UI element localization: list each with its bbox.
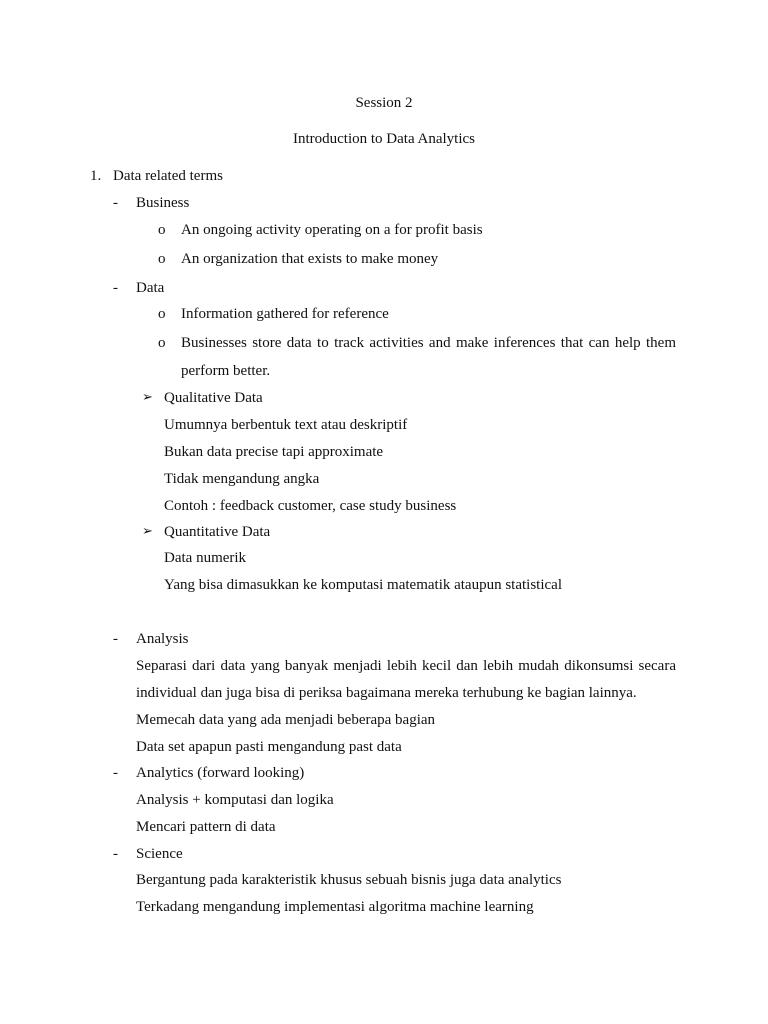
term-data: Data (136, 280, 165, 296)
subterm-quantitative: Quantitative Data (164, 524, 271, 540)
section-heading: Data related terms (113, 168, 223, 184)
list-item-continuation: perform better. (181, 363, 271, 379)
text-line: Terkadang mengandung implementasi algoritma machine learning (136, 899, 534, 915)
document-title: Session 2 (355, 95, 413, 111)
text-line: Mencari pattern di data (136, 819, 276, 835)
text-line: Analysis + komputasi dan logika (136, 792, 334, 808)
dash-bullet: - (113, 631, 118, 647)
dash-bullet: - (113, 195, 118, 211)
subterm-qualitative: Qualitative Data (164, 390, 263, 406)
dash-bullet: - (113, 280, 118, 296)
term-science: Science (136, 846, 183, 862)
section-number: 1. (90, 168, 102, 184)
arrow-bullet-icon: ➢ (142, 390, 153, 405)
circle-bullet: o (158, 251, 166, 267)
text-line: Umumnya berbentuk text atau deskriptif (164, 417, 408, 433)
arrow-bullet-icon: ➢ (142, 524, 153, 539)
list-item: Businesses store data to track activities and make inferences that can help them (181, 335, 676, 351)
text-line: Bukan data precise tapi approximate (164, 444, 384, 460)
text-line: Bergantung pada karakteristik khusus sebuah bisnis juga data analytics (136, 872, 562, 888)
list-item: An ongoing activity operating on a for profit basis (181, 222, 483, 238)
text-line: Yang bisa dimasukkan ke komputasi matematik ataupun statistical (164, 577, 562, 593)
document-subtitle: Introduction to Data Analytics (292, 131, 476, 147)
text-line: Data numerik (164, 550, 247, 566)
circle-bullet: o (158, 306, 166, 322)
term-business: Business (136, 195, 190, 211)
list-item: Information gathered for reference (181, 306, 389, 322)
circle-bullet: o (158, 222, 166, 238)
text-line: Data set apapun pasti mengandung past data (136, 739, 402, 755)
term-analysis: Analysis (136, 631, 189, 647)
text-line: Contoh : feedback customer, case study business (164, 498, 457, 514)
text-line: individual dan juga bisa di periksa bagaimana mereka terhubung ke bagian lainnya. (136, 685, 637, 701)
dash-bullet: - (113, 846, 118, 862)
list-item: An organization that exists to make money (181, 251, 439, 267)
text-line: Separasi dari data yang banyak menjadi lebih kecil dan lebih mudah dikonsumsi secara (136, 658, 676, 674)
circle-bullet: o (158, 335, 166, 351)
dash-bullet: - (113, 765, 118, 781)
term-analytics: Analytics (forward looking) (136, 765, 305, 781)
text-line: Tidak mengandung angka (164, 471, 320, 487)
text-line: Memecah data yang ada menjadi beberapa bagian (136, 712, 436, 728)
